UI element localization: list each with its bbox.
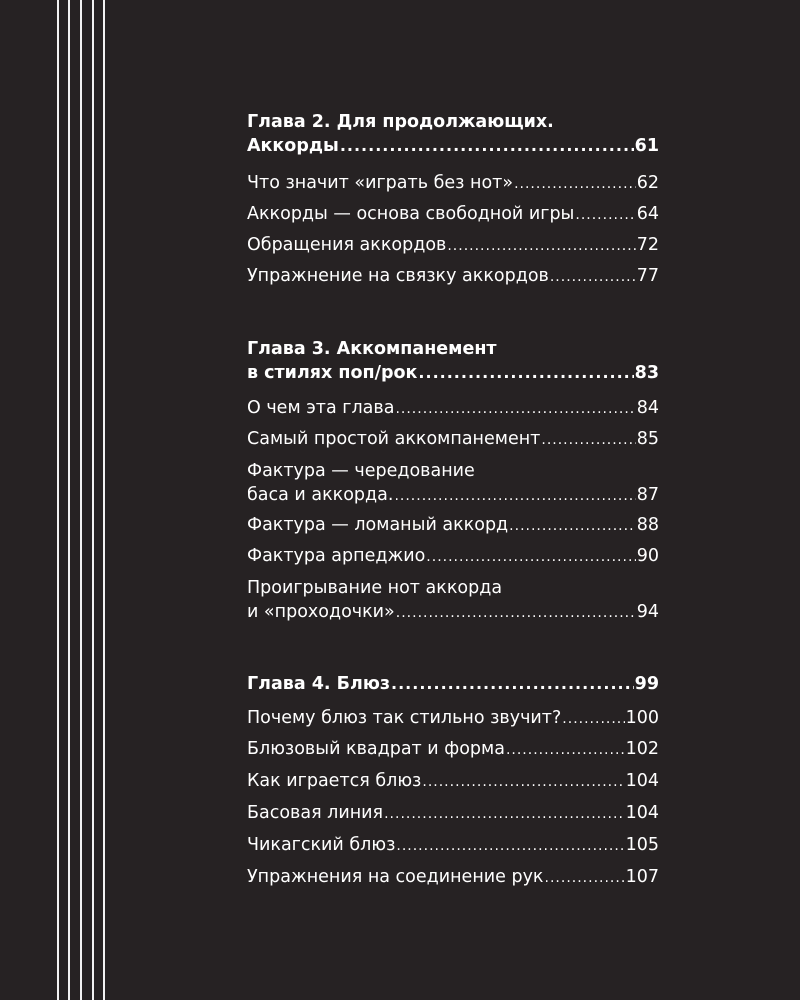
chapter-2-heading[interactable]: [247, 110, 659, 158]
page-number: 104: [625, 803, 659, 823]
dot-leader: [426, 545, 635, 569]
toc-entry[interactable]: [247, 737, 659, 762]
toc-entry[interactable]: [247, 865, 659, 890]
entry-title-line1: Проигрывание нот аккорда: [247, 578, 503, 598]
dot-leader: [422, 770, 624, 794]
entry-title: Фактура — ломаный аккорд: [247, 515, 509, 535]
page-number: 90: [636, 546, 659, 566]
dot-leader: [447, 234, 635, 258]
entry-title: и «проходочки»: [247, 602, 395, 622]
entry-title: Обращения аккордов: [247, 235, 447, 255]
decorative-vertical-line: [103, 0, 105, 1000]
dot-leader: [391, 672, 634, 696]
entry-title: О чем эта глава: [247, 398, 395, 418]
toc-entry[interactable]: [247, 769, 659, 794]
entry-title: Что значит «играть без нот»: [247, 173, 514, 193]
toc-entry[interactable]: [247, 576, 659, 625]
toc-entry[interactable]: [247, 513, 659, 538]
decorative-vertical-line: [68, 0, 70, 1000]
page-number: 88: [636, 515, 659, 535]
dot-leader: [506, 738, 625, 762]
toc-entry[interactable]: [247, 202, 659, 227]
toc-entry[interactable]: [247, 264, 659, 289]
entry-title: Аккорды — основа свободной игры: [247, 204, 575, 224]
dot-leader: [384, 802, 625, 826]
dot-leader: [562, 707, 624, 731]
decorative-vertical-line: [80, 0, 82, 1000]
page-number: 105: [625, 835, 659, 855]
toc-entry[interactable]: [247, 801, 659, 826]
entry-title: Почему блюз так стильно звучит?: [247, 708, 562, 728]
entry-title: баса и аккорда.: [247, 485, 394, 505]
toc-entry[interactable]: [247, 459, 659, 508]
page-number: 107: [625, 867, 659, 887]
page-number: 94: [636, 602, 659, 622]
toc-entry[interactable]: [247, 427, 659, 452]
dot-leader: [550, 265, 636, 289]
page-number: 104: [625, 771, 659, 791]
dot-leader: [545, 866, 625, 890]
dot-leader: [514, 172, 636, 196]
page-number: 99: [634, 674, 659, 694]
dot-leader: [340, 134, 634, 158]
decorative-vertical-line: [92, 0, 94, 1000]
chapter-title-line2: в стилях поп/рок: [247, 363, 418, 383]
page-number: 62: [636, 173, 659, 193]
entry-title: Чикагский блюз: [247, 835, 396, 855]
chapter-title: Глава 4. Блюз: [247, 674, 391, 694]
entry-title: Как играется блюз: [247, 771, 422, 791]
toc-entry[interactable]: [247, 544, 659, 569]
entry-title: Упражнения на соединение рук: [247, 867, 544, 887]
page-number: 102: [625, 739, 659, 759]
dot-leader: [396, 834, 624, 858]
toc-entry[interactable]: [247, 396, 659, 421]
page-number: 87: [636, 485, 659, 505]
entry-title: Упражнение на связку аккордов: [247, 266, 549, 286]
toc-entry[interactable]: [247, 233, 659, 258]
page-number: 72: [636, 235, 659, 255]
chapter-title-line1: Глава 2. Для продолжающих.: [247, 112, 554, 132]
page-number: 84: [636, 398, 659, 418]
chapter-4-heading[interactable]: [247, 672, 659, 696]
page-number: 61: [634, 136, 659, 156]
entry-title: Басовая линия: [247, 803, 384, 823]
dot-leader: [509, 514, 636, 538]
entry-title: Самый простой аккомпанемент: [247, 429, 541, 449]
chapter-3-heading[interactable]: [247, 337, 659, 385]
toc-entry[interactable]: [247, 171, 659, 196]
entry-title-line1: Фактура — чередование: [247, 461, 475, 481]
dot-leader: [394, 484, 635, 508]
dot-leader: [541, 428, 635, 452]
page-number: 85: [636, 429, 659, 449]
page-number: 77: [636, 266, 659, 286]
decorative-vertical-line: [57, 0, 59, 1000]
dot-leader: [396, 601, 636, 625]
toc-entry[interactable]: [247, 833, 659, 858]
entry-title: Фактура арпеджио: [247, 546, 426, 566]
chapter-title-line2: Аккорды: [247, 136, 339, 156]
dot-leader: [575, 203, 635, 227]
page-number: 100: [625, 708, 659, 728]
toc-entry[interactable]: [247, 706, 659, 731]
chapter-title-line1: Глава 3. Аккомпанемент: [247, 339, 497, 359]
dot-leader: [418, 361, 633, 385]
page-number: 83: [634, 363, 659, 383]
entry-title: Блюзовый квадрат и форма: [247, 739, 505, 759]
dot-leader: [395, 397, 635, 421]
page-number: 64: [636, 204, 659, 224]
